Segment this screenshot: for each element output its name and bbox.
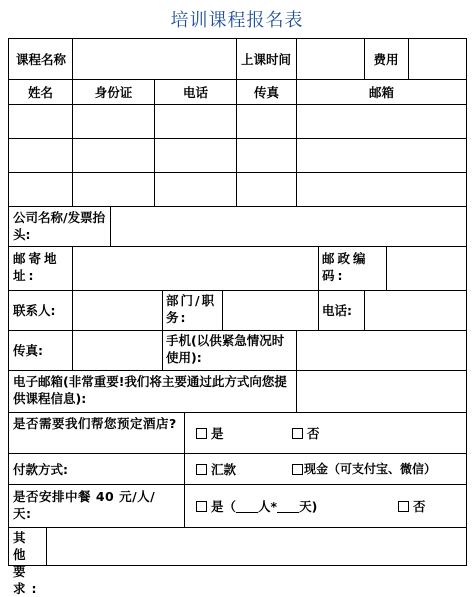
dept-label: 部门/职务: [166,293,217,325]
form-title: 培训课程报名表 [170,10,304,31]
col-header-name: 姓名 [27,84,53,100]
hotel-no-text: 否 [307,426,320,441]
class-time-label: 上课时间 [240,51,291,67]
payment-cash-option[interactable] [292,454,464,484]
payment-remit-text: 汇款 [211,461,237,477]
hotel-question: 是否需要我们帮您预定酒店? [13,416,177,431]
company-label: 公司名称/发票抬头: [13,210,106,242]
postcode-label: 邮政编码: [322,251,369,283]
checkbox-icon[interactable] [196,464,207,475]
col-header-fax: 传真 [253,84,279,100]
contact-field[interactable] [74,291,161,329]
lunch-days-blank[interactable] [277,500,299,513]
postcode-field[interactable] [388,247,465,289]
company-field[interactable] [112,207,465,245]
fax-label: 传真: [13,343,43,358]
col-header-email: 邮箱 [368,84,394,100]
hotel-yes-text: 是 [211,426,224,441]
mobile-field[interactable] [298,331,465,369]
lunch-persons-blank[interactable] [236,500,258,513]
payment-cash-text: 现金（可支付宝、微信） [304,461,437,476]
participant-row-3[interactable] [9,173,466,206]
participant-row-2[interactable] [9,139,466,172]
address-label: 邮寄地址: [13,251,60,283]
fee-label: 费用 [373,51,399,67]
lunch-question: 是否安排中餐 40 元/人/天: [13,489,156,521]
lunch-person-text: 人* [258,498,278,514]
col-header-phone: 电话 [182,84,208,100]
payment-remit-option[interactable] [196,454,266,484]
lunch-day-text: 天) [299,498,318,514]
lunch-no-text: 否 [413,498,426,514]
mobile-label: 手机(以供紧急情况时使用): [166,333,285,365]
lunch-yes-option[interactable] [196,486,386,526]
dept-field[interactable] [224,291,317,329]
lunch-yes-text: 是（ [211,498,237,514]
col-header-id-card: 身份证 [94,84,133,100]
participant-row-1[interactable] [9,105,466,138]
course-name-label: 课程名称 [15,51,66,67]
hotel-no-option[interactable] [292,414,352,453]
contact-email-field[interactable] [298,371,465,411]
other-label: 其他要求: [13,530,43,596]
checkbox-icon[interactable] [196,501,207,512]
other-field[interactable] [48,528,465,564]
address-field[interactable] [74,247,317,289]
email-note-label: 电子邮箱(非常重要!我们将主要通过此方式向您提供课程信息): [13,374,287,406]
tel-field[interactable] [366,291,465,329]
tel-label: 电话: [322,303,352,318]
course-name-field[interactable] [74,40,234,78]
payment-label: 付款方式: [13,461,68,477]
lunch-no-option[interactable] [398,486,458,526]
hotel-yes-option[interactable] [196,414,256,453]
fax-field[interactable] [74,331,161,369]
fee-field[interactable] [410,40,465,78]
checkbox-icon[interactable] [196,428,207,439]
checkbox-icon[interactable] [398,501,409,512]
class-time-field[interactable] [298,40,362,78]
checkbox-icon[interactable] [292,428,303,439]
checkbox-icon[interactable] [292,464,303,475]
contact-label: 联系人: [13,303,56,318]
